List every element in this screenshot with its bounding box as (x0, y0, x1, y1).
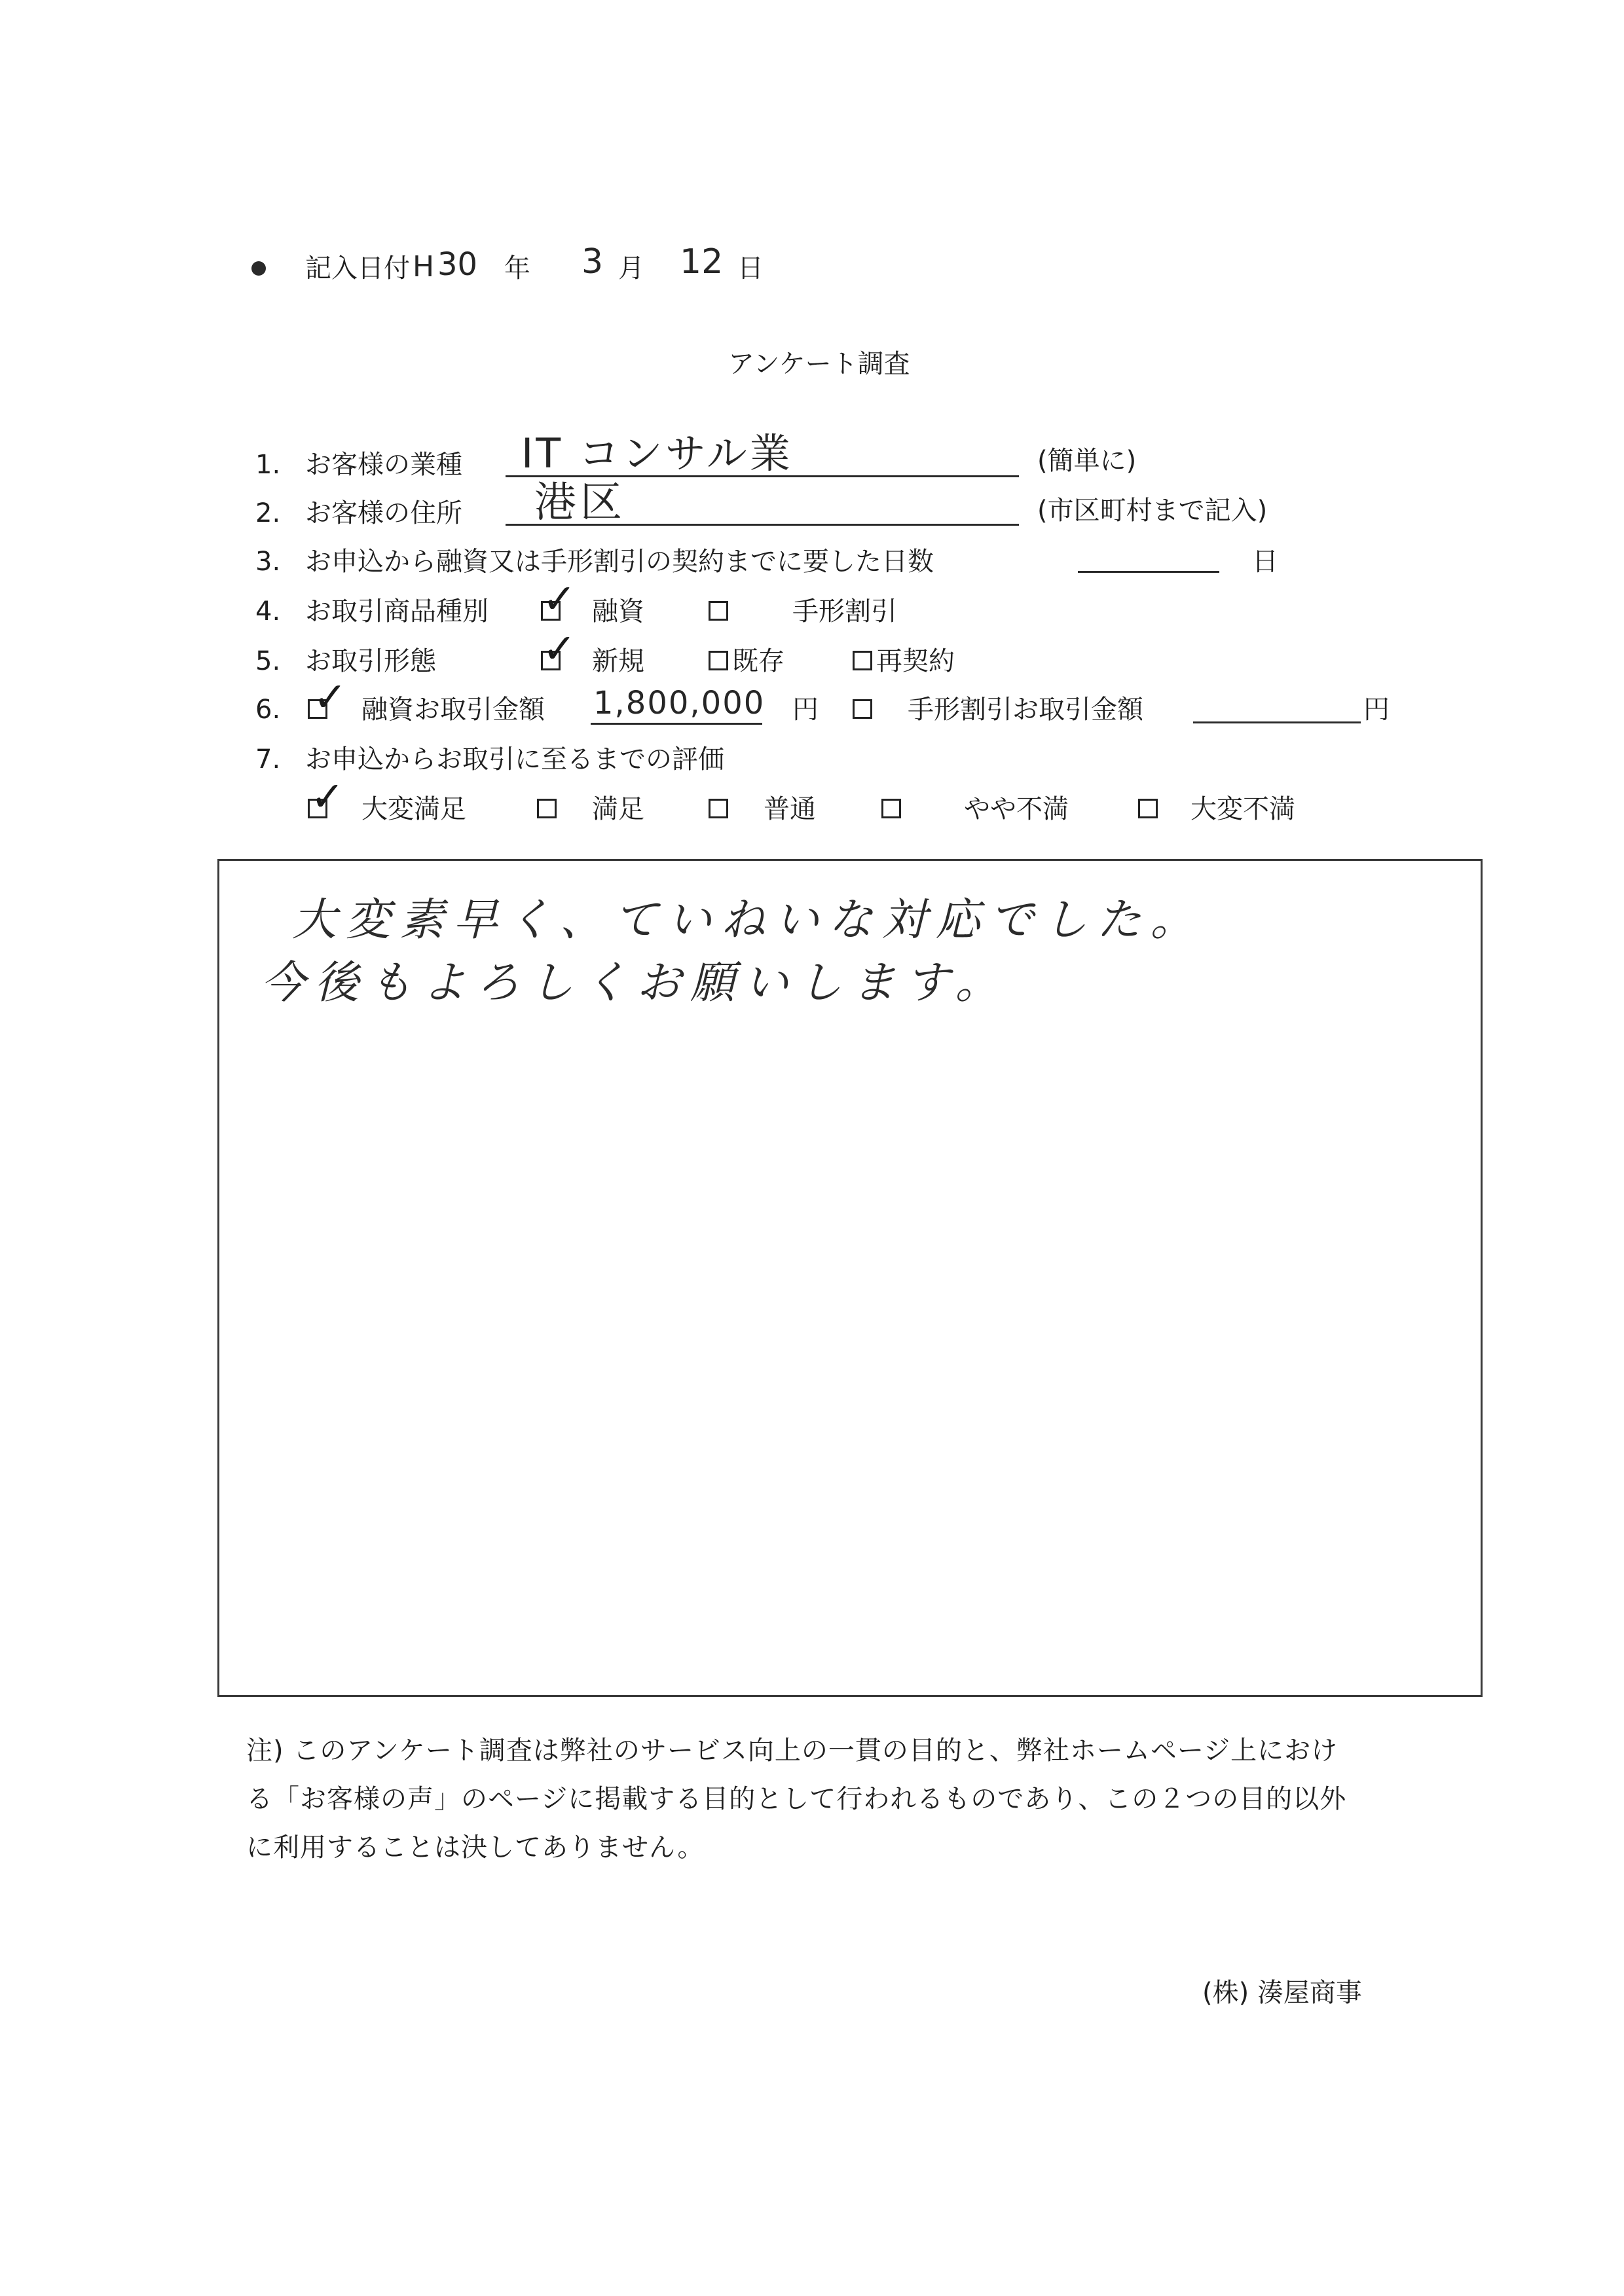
q3-label: お申込から融資又は手形割引の契約までに要した日数 (305, 547, 934, 577)
q7-option-somewhat-dissatisfied: やや不満 (964, 794, 1069, 824)
comment-line-1: 大変素早く、ていねいな対応でした。 (292, 894, 1204, 946)
q6-checkbox-bill[interactable] (853, 699, 872, 719)
q1-answer-underline (506, 475, 1019, 477)
q7-option-satisfied: 満足 (592, 794, 644, 824)
q2-hint: (市区町村まで記入) (1037, 496, 1268, 526)
q3-unit: 日 (1252, 547, 1278, 577)
date-year: 30 (437, 246, 478, 283)
q5-label: お取引形態 (305, 646, 436, 676)
q3-number: 3. (255, 547, 281, 577)
q7-option-very-satisfied: 大変満足 (361, 794, 466, 824)
note-line-2: る「お客様の声」のページに掲載する目的として行われるものであり、この２つの目的以外 (246, 1784, 1347, 1814)
q7-check-mark: ✓ (310, 773, 344, 820)
q4-option-bill: 手形割引 (792, 596, 897, 627)
company-name: (株) 湊屋商事 (1202, 1978, 1362, 2008)
note-line-3: に利用することは決してありません。 (246, 1832, 705, 1863)
q7-checkbox-satisfied[interactable] (537, 799, 557, 818)
date-day-unit: 日 (737, 253, 764, 283)
q6-bill-unit: 円 (1363, 695, 1390, 725)
q4-option-loan: 融資 (592, 596, 644, 627)
date-year-unit: 年 (504, 253, 530, 283)
q5-checkbox-renewal[interactable] (853, 651, 872, 670)
q4-label: お取引商品種別 (305, 596, 489, 627)
q1-label: お客様の業種 (305, 450, 462, 480)
q5-option-new: 新規 (592, 646, 644, 676)
q7-checkbox-very-dissatisfied[interactable] (1138, 799, 1158, 818)
q7-checkbox-somewhat-dissatisfied[interactable] (881, 799, 901, 818)
q2-number: 2. (255, 498, 281, 528)
q6-bill-underline (1193, 721, 1361, 723)
q6-number: 6. (255, 695, 281, 725)
page-title: アンケート調査 (728, 349, 910, 379)
q5-option-existing: 既存 (732, 646, 784, 676)
q4-check-mark: ✓ (542, 575, 576, 623)
q7-option-neutral: 普通 (764, 794, 816, 824)
q2-answer-underline (506, 524, 1019, 526)
date-day: 12 (680, 242, 724, 282)
q2-answer: 港区 (534, 479, 626, 527)
q2-label: お客様の住所 (305, 498, 462, 528)
q7-label: お申込からお取引に至るまでの評価 (305, 744, 724, 774)
date-label: 記入日付 (305, 253, 410, 283)
q4-number: 4. (255, 596, 281, 627)
date-month-unit: 月 (618, 253, 644, 283)
q7-option-very-dissatisfied: 大変不満 (1190, 794, 1295, 824)
bullet-mark (251, 261, 266, 276)
note-line-1: 注) このアンケート調査は弊社のサービス向上の一貫の目的と、弊社ホームページ上におけ (246, 1736, 1338, 1766)
q1-number: 1. (255, 450, 281, 480)
q6-loan-label: 融資お取引金額 (361, 695, 545, 725)
q7-checkbox-neutral[interactable] (709, 799, 728, 818)
q3-days-underline (1078, 571, 1219, 573)
q4-checkbox-bill[interactable] (709, 601, 728, 621)
q5-checkbox-existing[interactable] (709, 651, 728, 670)
q6-bill-label: 手形割引お取引金額 (908, 695, 1143, 725)
q5-option-renewal: 再契約 (876, 646, 955, 676)
q5-check-mark: ✓ (542, 625, 576, 672)
q6-check-mark: ✓ (313, 673, 347, 721)
comment-line-2: 今後もよろしくお願いします。 (261, 957, 1009, 1009)
q1-hint: (簡単に) (1037, 446, 1137, 476)
q7-number: 7. (255, 744, 281, 774)
date-era: H (413, 250, 435, 283)
q6-loan-unit: 円 (792, 695, 819, 725)
q5-number: 5. (255, 646, 281, 676)
q6-loan-underline (591, 723, 762, 725)
date-month: 3 (581, 242, 604, 282)
q1-answer: IT コンサル業 (521, 429, 793, 477)
q6-loan-amount: 1,800,000 (593, 685, 766, 721)
